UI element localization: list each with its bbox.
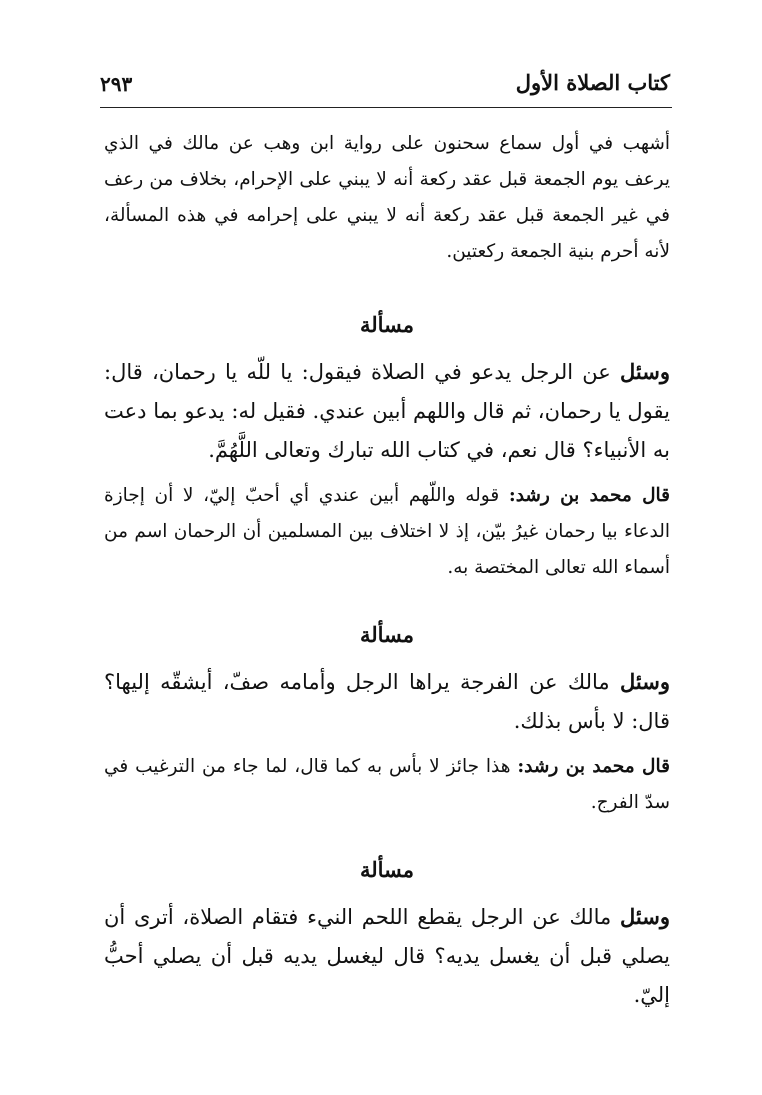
- commentary-lead: قال محمد بن رشد:: [517, 756, 670, 777]
- question-text: مالك عن الرجل يقطع اللحم النيء فتقام الصلاة، أترى أن يصلي قبل أن يغسل يديه؟ قال ليغسل يديه قبل أن يصلي أحبُّ إليّ.: [104, 905, 670, 1007]
- question-paragraph: [104, 352, 670, 470]
- section-heading: مسألة: [359, 857, 415, 882]
- page-header: [100, 68, 670, 102]
- commentary-lead: قال محمد بن رشد:: [508, 485, 670, 506]
- question-text: عن الرجل يدعو في الصلاة فيقول: يا للّه يا رحمان، قال: يقول يا رحمان، ثم قال واللهم أبين عندي. فقيل له: يدعو بما دعت به الأنبياء؟ قال نعم، في كتاب الله تبارك وتعالى اللَّهُمَّ.: [104, 360, 670, 462]
- question-paragraph: [104, 662, 670, 741]
- commentary-text: هذا جائز لا بأس به كما قال، لما جاء من الترغيب في سدّ الفرج.: [104, 756, 670, 813]
- question-lead: وسئل: [620, 359, 670, 384]
- section-heading: مسألة: [359, 622, 415, 647]
- section-heading: مسألة: [359, 312, 415, 337]
- header-divider: [100, 107, 672, 108]
- intro-paragraph: أشهب في أول سماع سحنون على رواية ابن وهب عن مالك في الذي يرعف يوم الجمعة قبل عقد ركعة أنه لا يبني على الإحرام، بخلاف من رعف في غير الجمعة قبل عقد ركعة أنه لا يبني على إحرامه في هذه المسألة، لأنه أحرم بنية الجمعة ركعتين.: [104, 133, 670, 262]
- running-title: كتاب الصلاة الأول: [515, 70, 670, 95]
- question-text: مالك عن الفرجة يراها الرجل وأمامه صفّ، أيشقّه إليها؟ قال: لا بأس بذلك.: [104, 670, 670, 733]
- question-lead: وسئل: [620, 669, 670, 694]
- page-content: [104, 126, 670, 1015]
- question-lead: وسئل: [620, 904, 670, 929]
- commentary-paragraph: [104, 478, 670, 586]
- commentary-text: قوله واللّهم أبين عندي أي أحبّ إليّ، لا أن إجازة الدعاء بيا رحمان غيرُ بيّن، إذ لا اختلاف بين المسلمين أن الرحمان اسم من أسماء الله تعالى المختصة به.: [104, 485, 670, 578]
- question-paragraph: [104, 897, 670, 1015]
- page-number: ٢٩٣: [100, 72, 133, 96]
- commentary-paragraph: [104, 749, 670, 821]
